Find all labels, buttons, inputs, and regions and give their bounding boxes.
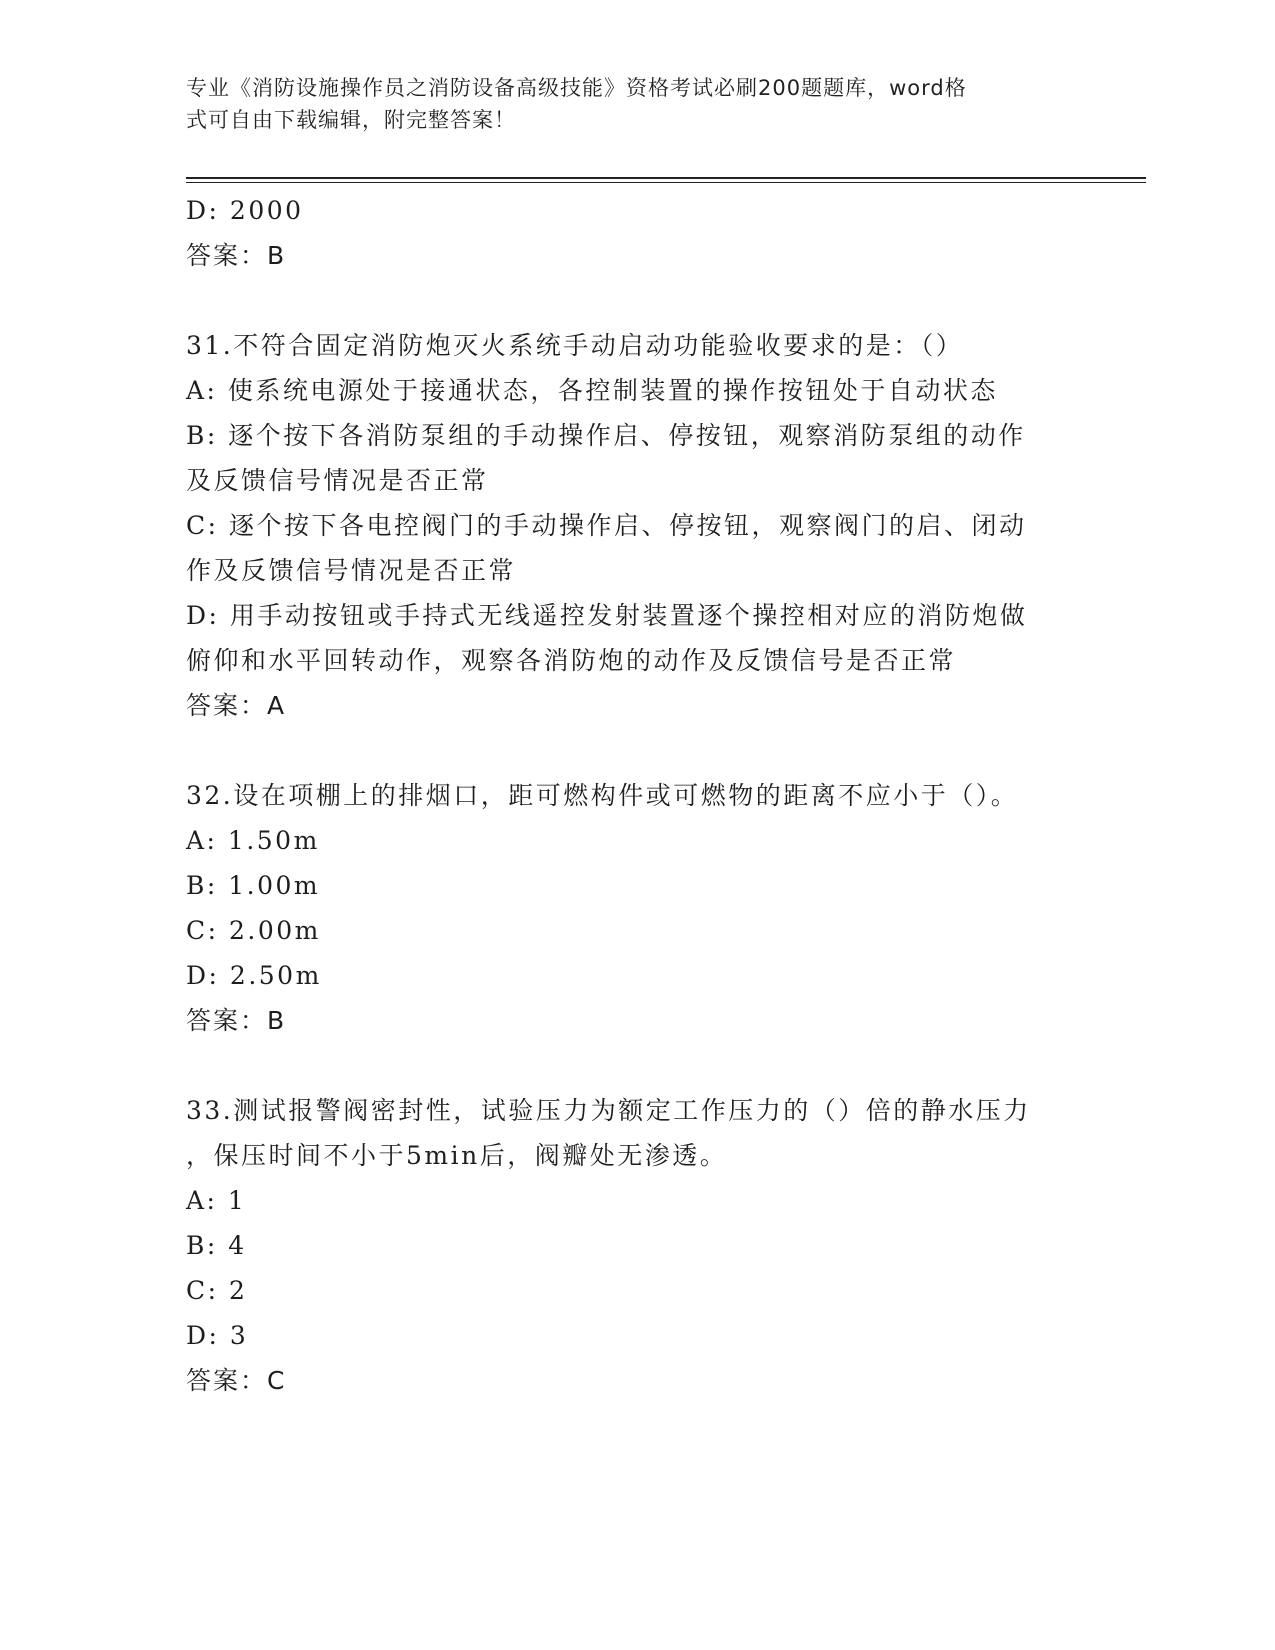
- spacer: [186, 728, 1086, 773]
- question-stem: 31.不符合固定消防炮灭火系统手动启动功能验收要求的是：（）: [186, 331, 964, 360]
- spacer: [186, 278, 1086, 323]
- option-d-cont: 俯仰和水平回转动作，观察各消防炮的动作及反馈信号是否正常: [186, 646, 957, 675]
- answer: 答案：B: [186, 241, 287, 270]
- option-d: D: 2.50m: [186, 961, 322, 990]
- answer: 答案：B: [186, 1006, 287, 1035]
- option-d: D: 用手动按钮或手持式无线遥控发射装置逐个操控相对应的消防炮做: [186, 601, 1028, 630]
- option-c: C: 2.00m: [186, 916, 321, 945]
- question-31: [186, 323, 1086, 728]
- option-c: C: 逐个按下各电控阀门的手动操作启、停按钮，观察阀门的启、闭动: [186, 511, 1027, 540]
- option-b: B: 逐个按下各消防泵组的手动操作启、停按钮，观察消防泵组的动作: [186, 421, 1026, 450]
- question-stem-cont: ，保压时间不小于5min后，阀瓣处无渗透。: [186, 1141, 728, 1170]
- option-b: B: 4: [186, 1231, 247, 1260]
- question-prev-tail: [186, 188, 1086, 278]
- document-body: [186, 188, 1086, 1403]
- option-a: A: 1.50m: [186, 826, 320, 855]
- question-stem: 33.测试报警阀密封性，试验压力为额定工作压力的（）倍的静水压力: [186, 1096, 1031, 1125]
- header-divider-thin: [186, 182, 1146, 183]
- answer: 答案：C: [186, 1366, 287, 1395]
- header-divider-thick: [186, 177, 1146, 179]
- option-d: D: 2000: [186, 196, 304, 225]
- spacer: [186, 1043, 1086, 1088]
- header-line-1: 专业《消防设施操作员之消防设备高级技能》资格考试必刷200题题库，word格: [186, 76, 967, 100]
- question-32: [186, 773, 1086, 1043]
- question-33: [186, 1088, 1086, 1403]
- option-b-cont: 及反馈信号情况是否正常: [186, 466, 489, 495]
- option-c: C: 2: [186, 1276, 248, 1305]
- question-stem: 32.设在项棚上的排烟口，距可燃构件或可燃物的距离不应小于（）。: [186, 781, 1019, 810]
- document-header: [186, 72, 1066, 136]
- option-a: A: 1: [186, 1186, 247, 1215]
- header-line-2: 式可自由下载编辑，附完整答案！: [186, 108, 516, 132]
- option-a: A: 使系统电源处于接通状态，各控制装置的操作按钮处于自动状态: [186, 376, 998, 405]
- option-b: B: 1.00m: [186, 871, 321, 900]
- option-c-cont: 作及反馈信号情况是否正常: [186, 556, 517, 585]
- option-d: D: 3: [186, 1321, 249, 1350]
- answer: 答案：A: [186, 691, 287, 720]
